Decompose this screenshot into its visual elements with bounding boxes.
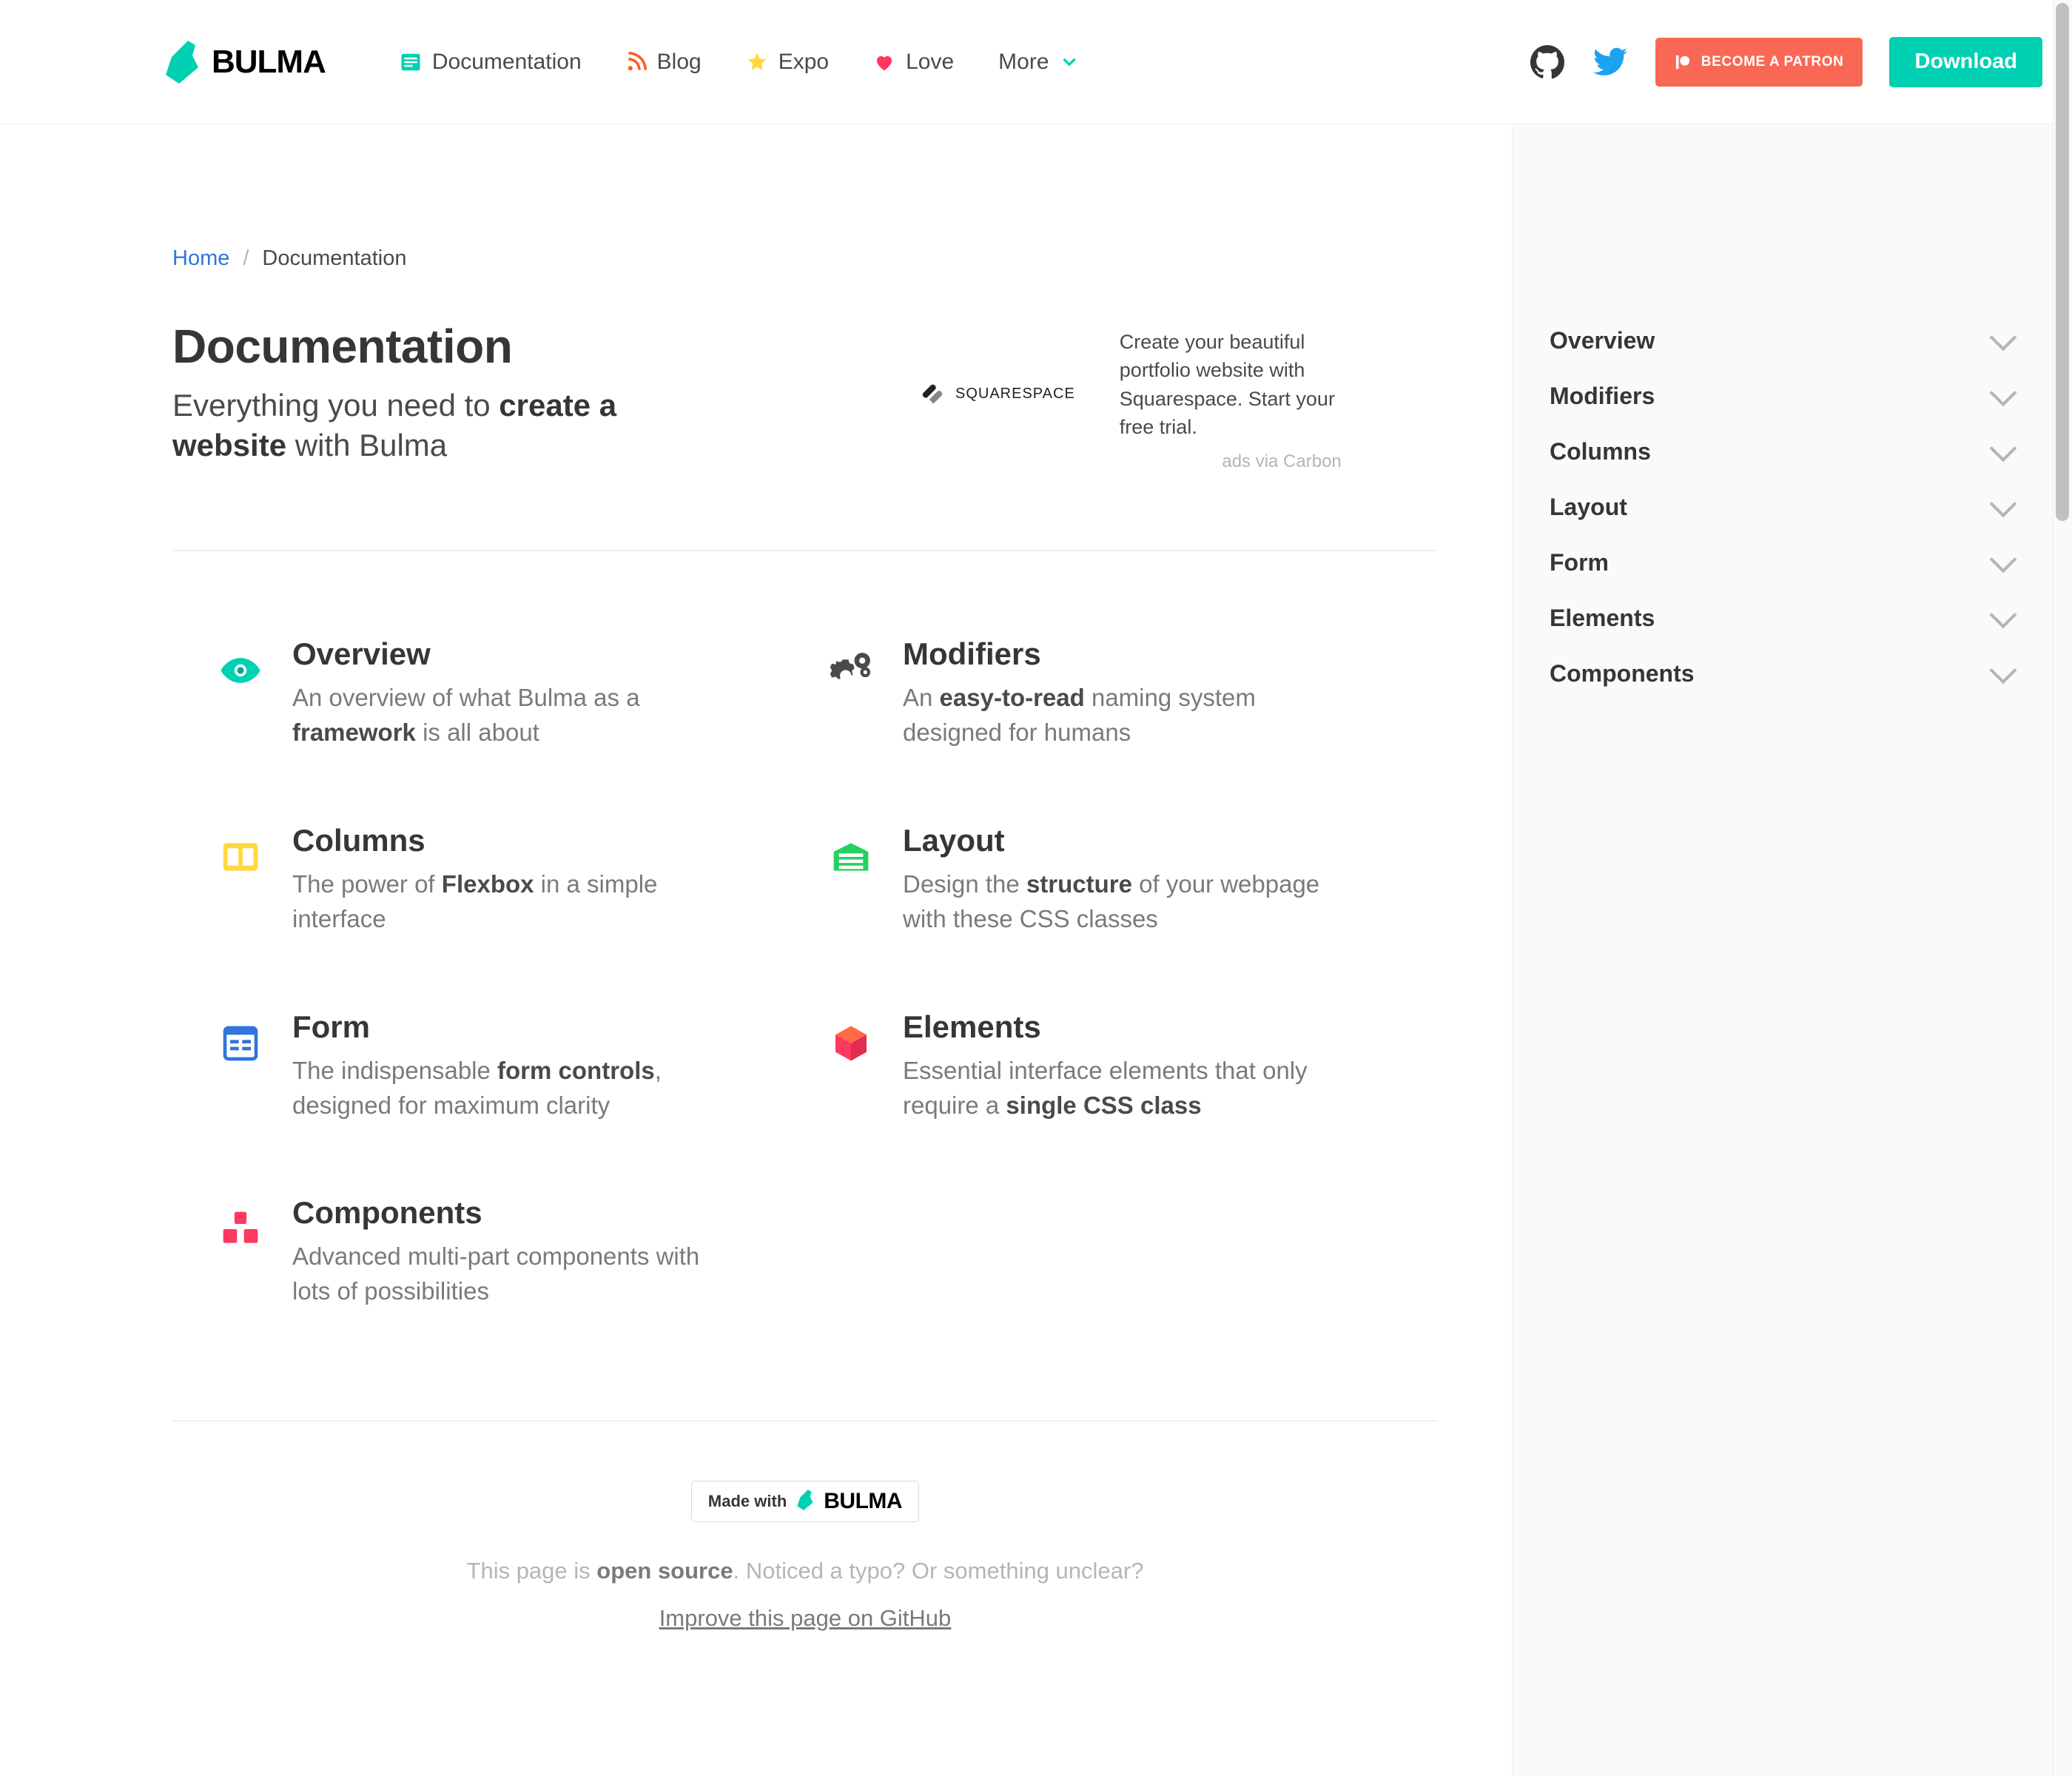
desc-part-strong: single CSS class <box>1006 1091 1202 1119</box>
nav-label-expo: Expo <box>778 49 830 74</box>
gears-icon <box>827 647 875 694</box>
card-desc <box>292 867 736 937</box>
github-icon[interactable] <box>1530 44 1565 80</box>
desc-part-strong: form controls <box>497 1056 655 1084</box>
card-form[interactable] <box>217 1009 827 1196</box>
bulma-logo-icon <box>166 41 198 84</box>
footer-text <box>172 1558 1438 1584</box>
card-title: Layout <box>903 823 1005 858</box>
chevron-down-icon <box>1990 379 2017 406</box>
page-title: Documentation <box>172 320 513 373</box>
cubes-icon <box>217 1205 264 1253</box>
nav-label-love: Love <box>906 49 955 74</box>
rss-icon <box>626 52 647 73</box>
footer-text-post: . Noticed a typo? Or something unclear? <box>733 1558 1144 1584</box>
nav-item-expo[interactable] <box>724 0 851 124</box>
squarespace-brand: SQUARESPACE <box>955 386 1075 402</box>
sidebar-item-components[interactable] <box>1550 646 2020 702</box>
sidebar-item-form[interactable] <box>1550 535 2020 591</box>
nav-item-more[interactable] <box>976 0 1100 124</box>
breadcrumb-separator: / <box>243 246 249 270</box>
footer <box>172 1422 1438 1632</box>
desc-part: is all about <box>415 719 539 747</box>
desc-part: , designed for maximum clarity <box>292 1056 662 1119</box>
download-label: Download <box>1914 50 2017 73</box>
sidebar-item-label: Layout <box>1550 494 1627 520</box>
sidebar-item-overview[interactable] <box>1550 313 2020 369</box>
subtitle-pre: Everything you need to <box>172 388 500 423</box>
become-a-patron-button[interactable] <box>1655 38 1863 87</box>
eye-icon <box>217 647 264 694</box>
desc-part: An <box>903 684 940 712</box>
sidebar-item-modifiers[interactable] <box>1550 369 2020 424</box>
card-modifiers[interactable] <box>827 636 1438 823</box>
download-button[interactable] <box>1889 37 2042 87</box>
scrollbar[interactable] <box>2053 0 2072 1776</box>
card-title: Overview <box>292 636 431 672</box>
navbar <box>0 0 2072 124</box>
desc-part-strong: Flexbox <box>441 870 534 898</box>
card-desc <box>292 681 736 750</box>
card-overview[interactable] <box>217 636 827 823</box>
nav-label-more: More <box>998 49 1049 74</box>
desc-part: Essential interface elements that only require a <box>903 1056 1308 1119</box>
desc-part: The power of <box>292 870 442 898</box>
desc-part: The indispensable <box>292 1056 498 1084</box>
card-title: Elements <box>903 1009 1041 1044</box>
chevron-down-icon <box>1990 545 2017 573</box>
desc-part: An overview of what Bulma as a <box>292 684 640 712</box>
card-columns[interactable] <box>217 823 827 1009</box>
main-column <box>0 124 1512 1776</box>
box-icon <box>827 1020 875 1067</box>
card-title: Components <box>292 1195 482 1231</box>
nav-label-blog: Blog <box>656 49 702 74</box>
bulma-logo-icon <box>797 1490 813 1514</box>
form-icon <box>217 1020 264 1067</box>
sidebar-item-label: Overview <box>1550 327 1655 354</box>
carbon-ad[interactable] <box>920 319 1438 472</box>
chevron-down-icon <box>1060 53 1079 72</box>
nav-label-documentation: Documentation <box>431 49 582 74</box>
ad-via-label[interactable]: ads via Carbon <box>1222 451 1342 472</box>
card-elements[interactable] <box>827 1009 1438 1196</box>
nav-item-blog[interactable] <box>604 0 724 124</box>
desc-part-strong: easy-to-read <box>939 684 1085 712</box>
card-title: Form <box>292 1009 370 1044</box>
card-desc <box>903 867 1347 937</box>
subtitle-post: with Bulma <box>286 427 448 462</box>
scrollbar-thumb[interactable] <box>2056 3 2069 521</box>
squarespace-icon <box>920 380 945 408</box>
chevron-down-icon <box>1990 434 2017 462</box>
body <box>0 124 2072 1776</box>
book-icon <box>400 51 422 73</box>
desc-part: in a simple interface <box>292 870 658 932</box>
layout-icon <box>827 833 875 881</box>
squarespace-logo <box>920 328 1075 408</box>
subtitle-strong: create a website <box>172 388 617 462</box>
sidebar <box>1512 124 2072 1776</box>
nav-right <box>1530 37 2042 87</box>
desc-part-strong: structure <box>1026 870 1132 898</box>
chevron-down-icon <box>1990 323 2017 351</box>
nav-item-documentation[interactable] <box>377 0 604 124</box>
improve-page-link[interactable]: Improve this page on GitHub <box>659 1605 952 1632</box>
card-title: Columns <box>292 823 426 858</box>
twitter-icon[interactable] <box>1592 44 1629 81</box>
ad-text: Create your beautiful portfolio website with Squarespace. Start your free trial. <box>1119 331 1335 438</box>
card-desc <box>292 1054 736 1123</box>
sidebar-item-layout[interactable] <box>1550 480 2020 535</box>
desc-part: Advanced multi-part components with lots of possibilities <box>292 1242 700 1305</box>
sidebar-item-columns[interactable] <box>1550 424 2020 480</box>
sidebar-item-label: Form <box>1550 549 1609 576</box>
footer-text-strong: open source <box>596 1558 733 1584</box>
card-components[interactable] <box>217 1195 827 1382</box>
desc-part: Design the <box>903 870 1026 898</box>
breadcrumb-current: Documentation <box>262 246 407 270</box>
desc-part: of your webpage with these CSS classes <box>903 870 1320 932</box>
chevron-down-icon <box>1990 601 2017 628</box>
card-layout[interactable] <box>827 823 1438 1009</box>
chevron-down-icon <box>1990 490 2017 517</box>
card-desc <box>903 1054 1347 1123</box>
chevron-down-icon <box>1990 656 2017 684</box>
nav-links <box>377 0 1101 124</box>
brand-text: BULMA <box>212 43 326 80</box>
made-with-brand: BULMA <box>824 1489 903 1514</box>
nav-item-love[interactable] <box>851 0 976 124</box>
page-subtitle <box>172 386 690 465</box>
card-desc <box>903 681 1347 750</box>
columns-icon <box>217 833 264 881</box>
heart-icon <box>873 51 895 73</box>
patreon-icon <box>1675 54 1691 70</box>
footer-text-pre: This page is <box>466 1558 597 1584</box>
patron-label: BECOME A PATRON <box>1701 53 1844 70</box>
desc-part: naming system designed for humans <box>903 684 1256 747</box>
sidebar-item-label: Columns <box>1550 438 1651 465</box>
made-with-label: Made with <box>707 1492 787 1511</box>
breadcrumb <box>172 124 1438 271</box>
doc-cards-grid <box>172 551 1438 1382</box>
desc-part-strong: framework <box>292 719 416 747</box>
card-desc <box>292 1240 736 1309</box>
card-title: Modifiers <box>903 636 1041 672</box>
brand[interactable] <box>166 41 326 84</box>
sidebar-item-elements[interactable] <box>1550 591 2020 646</box>
made-with-bulma-badge[interactable] <box>691 1481 919 1522</box>
hero <box>172 271 1438 472</box>
sidebar-item-label: Components <box>1550 660 1695 687</box>
sidebar-item-label: Modifiers <box>1550 383 1655 409</box>
star-icon <box>746 51 768 73</box>
sidebar-item-label: Elements <box>1550 605 1655 631</box>
breadcrumb-home[interactable]: Home <box>172 246 230 270</box>
